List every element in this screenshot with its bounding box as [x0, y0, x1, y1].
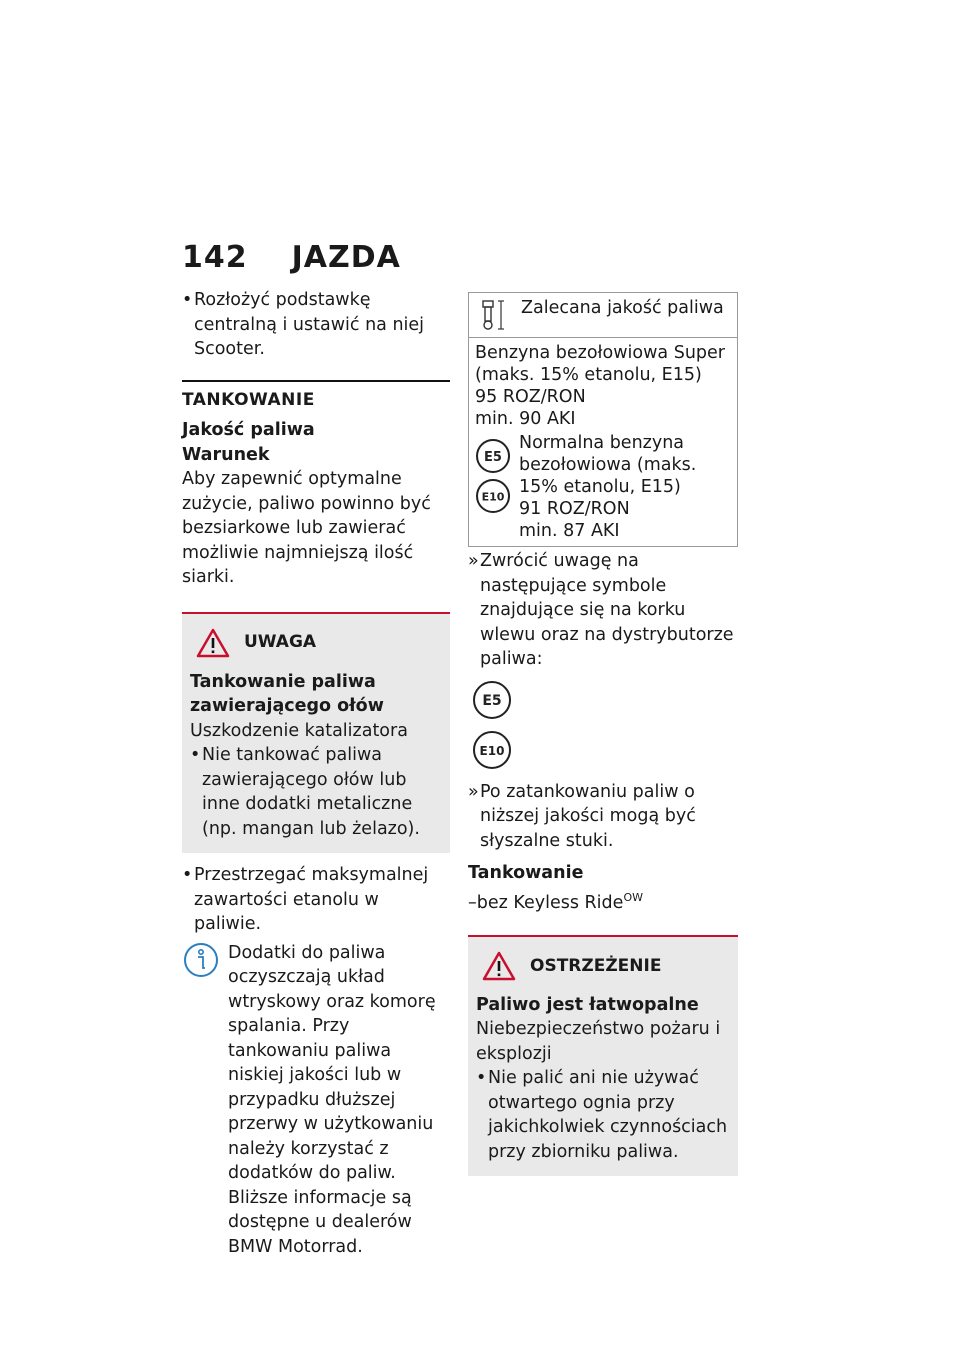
- table-row: [469, 293, 738, 338]
- arrow-bullet-icon: »: [468, 551, 479, 571]
- fuel-pump-nozzle-icon: [475, 297, 511, 333]
- table-cell: Benzyna bezołowiowa Super (maks. 15% etanolu, E15) 95 ROZ/RON min. 90 AKI E5 E10 Normalna benzyna bezołowiowa (maks. 15% etanolu, E15) 91 ROZ/RON min. 87 AKI: [469, 338, 738, 547]
- e10-symbol-icon: [472, 730, 512, 770]
- hint-text: Dodatki do paliwa oczyszczają układ wtryskowy oraz komorę spalania. Przy tankowaniu paliwa niskiej jakości lub w przypadku dłuższej przerwy w użytkowaniu należy korzystać z dodatków do paliw. Bliższe informacje są dostępne u dealerów BMW Motorrad.: [228, 942, 436, 1257]
- optional-equipment-marker: OW: [623, 890, 643, 904]
- table-row: [469, 338, 738, 547]
- caution-subtitle: Uszkodzenie katalizatora: [190, 720, 408, 741]
- fuel-symbols: [475, 432, 511, 542]
- list-item: » Zwrócić uwagę na następujące symbole znajdujące się na korku wlewu oraz na dystrybutorze paliwa:: [468, 551, 734, 669]
- e10-symbol-icon: [475, 478, 511, 514]
- section-heading: TANKOWANIE: [182, 389, 315, 410]
- refuel-heading: Tankowanie: [468, 863, 584, 883]
- list-item: » Po zatankowaniu paliw o niższej jakości mogą być słyszalne stuki.: [468, 781, 696, 851]
- table-header-cell: [469, 293, 738, 338]
- bullet-dot-icon: •: [476, 1068, 487, 1089]
- warning-triangle-icon: [482, 951, 516, 981]
- warning-box: [468, 935, 738, 1177]
- list-item: • Rozłożyć podstawkę centralną i ustawić na niej Scooter.: [182, 290, 425, 359]
- caution-header: [190, 628, 440, 658]
- svg-text:E10: E10: [479, 743, 505, 758]
- warning-triangle-icon: [196, 628, 230, 658]
- fuel-quality-table: [468, 292, 738, 547]
- table-header-text: Zalecana jakość paliwa: [521, 298, 724, 318]
- list-item: • Przestrzegać maksymalnej zawartości etanolu w paliwie.: [182, 865, 429, 934]
- refuel-subtitle: –bez Keyless Ride$^{OW}$: [468, 890, 643, 913]
- bullet-dot-icon: •: [182, 290, 193, 310]
- hint-block: [182, 941, 450, 1260]
- info-hint-icon: [182, 941, 222, 1260]
- right-column: [468, 292, 738, 1176]
- section-divider: [182, 380, 450, 382]
- left-column: [182, 288, 450, 1259]
- subsection-heading: Jakość paliwa: [182, 420, 315, 440]
- bullet-dot-icon: •: [190, 745, 201, 765]
- warning-subtitle: Niebezpieczeństwo pożaru i eksplozji: [476, 1019, 721, 1064]
- svg-text:E5: E5: [484, 450, 502, 465]
- warning-title: Paliwo jest łatwopalne: [476, 994, 699, 1015]
- bullet-dot-icon: •: [182, 865, 193, 885]
- condition-heading: Warunek: [182, 444, 270, 465]
- arrow-bullet-icon: »: [468, 781, 479, 802]
- caution-title: Tankowanie paliwa zawierającego ołów: [190, 671, 384, 716]
- svg-text:E5: E5: [482, 692, 502, 709]
- list-item: • Nie tankować paliwa zawierającego ołów lub inne dodatki metaliczne (np. mangan lub żelazo).: [190, 745, 420, 839]
- section-title: JAZDA: [291, 240, 401, 275]
- warning-header: [476, 951, 728, 981]
- fuel-symbols-large: [472, 680, 738, 770]
- caution-box: [182, 612, 450, 854]
- page-header: [182, 240, 401, 275]
- svg-text:E10: E10: [481, 490, 505, 504]
- e5-symbol-icon: [472, 680, 512, 720]
- e5-symbol-icon: [475, 438, 511, 474]
- condition-text: Aby zapewnić optymalne zużycie, paliwo powinno być bezsiarkowe lub zawierać możliwie najmniejszą ilość siarki.: [182, 469, 431, 587]
- caution-label: UWAGA: [244, 632, 317, 653]
- page-number: 142: [182, 240, 248, 275]
- warning-label: OSTRZEŻENIE: [530, 955, 662, 976]
- list-item: • Nie palić ani nie używać otwartego ognia przy jakichkolwiek czynnościach przy zbiorniku paliwa.: [476, 1068, 728, 1162]
